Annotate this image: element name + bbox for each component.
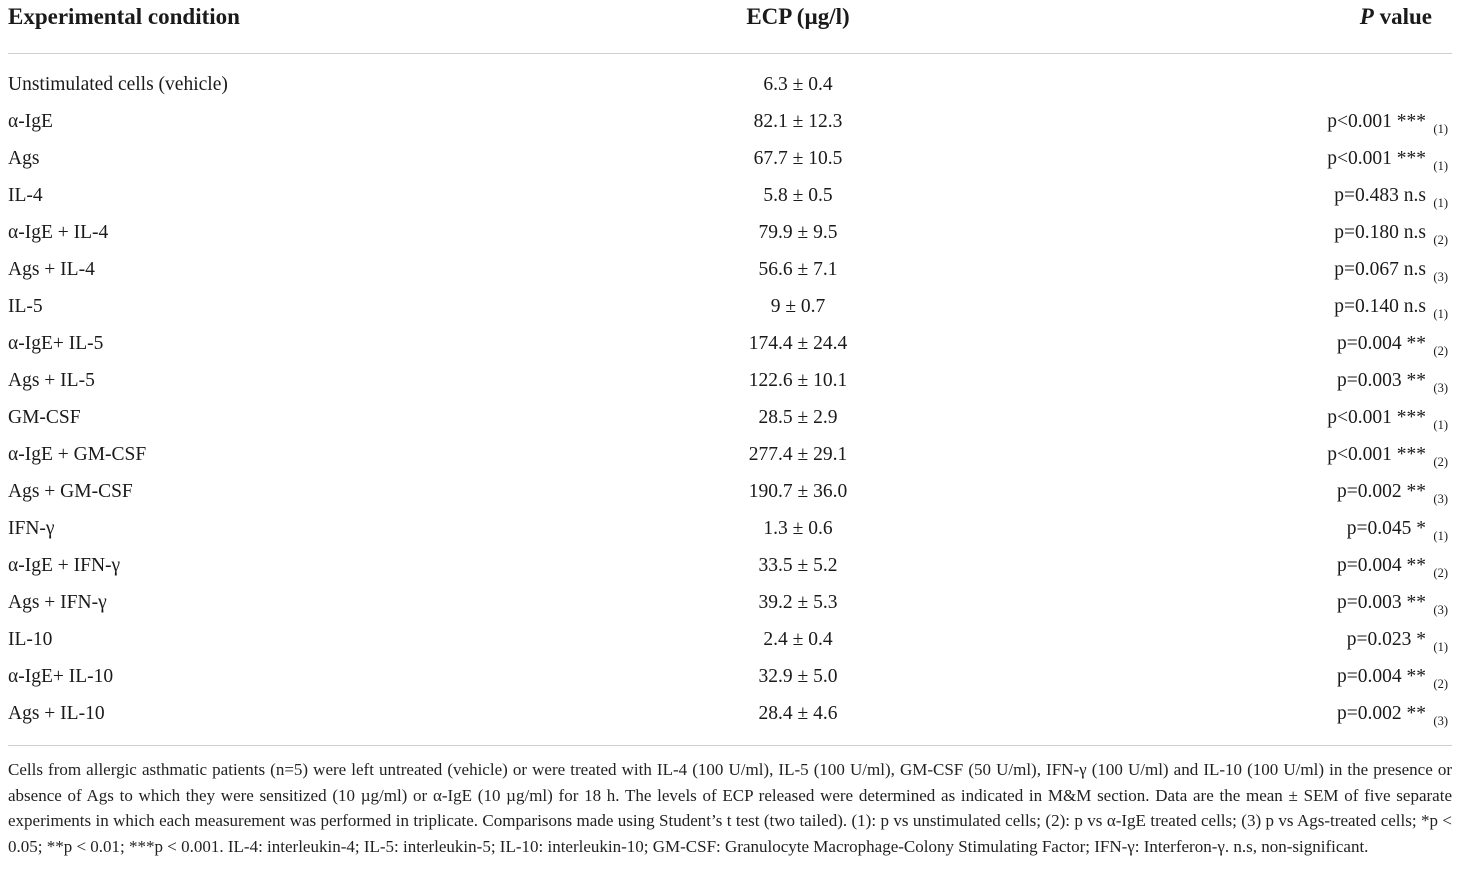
- cell-condition: Ags: [8, 148, 40, 169]
- table-row: [8, 288, 1452, 325]
- header-p-rest: value: [1373, 4, 1432, 29]
- header-ecp: ECP (µg/l): [746, 4, 850, 29]
- cell-condition: IL-10: [8, 629, 53, 650]
- p-value-text: p=0.180 n.s: [1334, 222, 1426, 243]
- cell-condition: α-IgE: [8, 111, 53, 132]
- p-value-text: p<0.001 ***: [1327, 444, 1426, 465]
- cell-condition: α-IgE + IFN-γ: [8, 555, 121, 576]
- table-row: [8, 658, 1452, 695]
- p-value-reference: (3): [1433, 603, 1448, 617]
- header-p-value: [1360, 4, 1432, 30]
- table-header: [8, 0, 1452, 54]
- cell-ecp: 9 ± 0.7: [770, 296, 826, 317]
- table-row: [8, 325, 1452, 362]
- p-value-text: p=0.003 **: [1337, 370, 1426, 391]
- p-value-text: p=0.045 *: [1346, 518, 1426, 539]
- table-row: [8, 436, 1452, 473]
- p-value-text: p=0.067 n.s: [1334, 259, 1426, 280]
- header-p-italic: P: [1359, 4, 1374, 29]
- cell-ecp: 79.9 ± 9.5: [758, 222, 838, 243]
- table-row: [8, 473, 1452, 510]
- table-row: [8, 66, 1452, 103]
- p-value-reference: (1): [1433, 196, 1448, 210]
- table-row: [8, 584, 1452, 621]
- p-value-reference: (2): [1433, 677, 1448, 691]
- p-value-reference: (3): [1433, 381, 1448, 395]
- cell-ecp: 1.3 ± 0.6: [763, 518, 833, 539]
- cell-ecp: 277.4 ± 29.1: [748, 444, 848, 465]
- p-value-reference: (1): [1433, 307, 1448, 321]
- cell-ecp: 32.9 ± 5.0: [758, 666, 838, 687]
- p-value-reference: (1): [1433, 529, 1448, 543]
- table-bottom-rule: [8, 745, 1452, 746]
- p-value-reference: (2): [1433, 233, 1448, 247]
- p-value-text: p<0.001 ***: [1327, 111, 1426, 132]
- p-value-text: p=0.004 **: [1337, 666, 1426, 687]
- p-value-text: p=0.023 *: [1346, 629, 1426, 650]
- cell-ecp: 56.6 ± 7.1: [758, 259, 838, 280]
- cell-condition: IL-5: [8, 296, 43, 317]
- p-value-reference: (2): [1433, 566, 1448, 580]
- p-value-text: p=0.483 n.s: [1334, 185, 1426, 206]
- table-row: [8, 621, 1452, 658]
- p-value-reference: (1): [1433, 640, 1448, 654]
- p-value-text: p=0.004 **: [1337, 555, 1426, 576]
- table-row: [8, 362, 1452, 399]
- cell-condition: α-IgE + IL-4: [8, 222, 109, 243]
- p-value-text: p=0.003 **: [1337, 592, 1426, 613]
- cell-ecp: 39.2 ± 5.3: [758, 592, 838, 613]
- p-value-reference: (1): [1433, 159, 1448, 173]
- cell-condition: IL-4: [8, 185, 43, 206]
- p-value-reference: (2): [1433, 455, 1448, 469]
- p-value-reference: (3): [1433, 270, 1448, 284]
- table-row: [8, 547, 1452, 584]
- data-table: [8, 0, 1452, 54]
- table-row: [8, 103, 1452, 140]
- cell-condition: IFN-γ: [8, 518, 55, 539]
- cell-condition: Unstimulated cells (vehicle): [8, 74, 228, 95]
- p-value-text: p=0.002 **: [1337, 703, 1426, 724]
- p-value-reference: (2): [1433, 344, 1448, 358]
- cell-condition: Ags + IL-5: [8, 370, 95, 391]
- p-value-reference: (1): [1433, 418, 1448, 432]
- table-row: [8, 399, 1452, 436]
- header-experimental-condition: Experimental condition: [8, 4, 240, 29]
- cell-ecp: 28.4 ± 4.6: [758, 703, 838, 724]
- table-row: [8, 510, 1452, 547]
- table-row: [8, 177, 1452, 214]
- table-row: [8, 695, 1452, 732]
- cell-condition: α-IgE+ IL-10: [8, 666, 114, 687]
- cell-ecp: 33.5 ± 5.2: [758, 555, 838, 576]
- cell-condition: Ags + IFN-γ: [8, 592, 107, 613]
- table-row: [8, 214, 1452, 251]
- p-value-text: p<0.001 ***: [1327, 407, 1426, 428]
- table-body: [8, 66, 1452, 732]
- cell-ecp: 174.4 ± 24.4: [748, 333, 848, 354]
- table-footnote: Cells from allergic asthmatic patients (n=5) were left untreated (vehicle) or were treated with IL-4 (100 U/ml), IL-5 (100 U/ml), GM-CSF (50 U/ml), IFN-γ (100 U/ml) and IL-10 (100 U/ml) in the presence or absence of Ags to which they were sensitized (10 µg/ml) or α-IgE (10 µg/ml) for 18 h. The levels of ECP released were determined as indicated in M&M section. Data are the mean ± SEM of five separate experiments in which each measurement was performed in triplicate. Comparisons made using Student’s t test (two tailed). (1): p vs unstimulated cells; (2): p vs α-IgE treated cells; (3) p vs Ags-treated cells; *p < 0.05; **p < 0.01; ***p < 0.001. IL-4: interleukin-4; IL-5: interleukin-5; IL-10: interleukin-10; GM-CSF: Granulocyte Macrophage-Colony Stimulating Factor; IFN-γ: Interferon-γ. n.s, non-significant.: [8, 760, 1452, 856]
- p-value-text: p=0.004 **: [1337, 333, 1426, 354]
- cell-condition: Ags + IL-4: [8, 259, 95, 280]
- cell-ecp: 5.8 ± 0.5: [763, 185, 833, 206]
- cell-condition: α-IgE + GM-CSF: [8, 444, 147, 465]
- cell-ecp: 67.7 ± 10.5: [753, 148, 843, 169]
- cell-ecp: 122.6 ± 10.1: [748, 370, 848, 391]
- cell-ecp: 190.7 ± 36.0: [748, 481, 848, 502]
- cell-ecp: 28.5 ± 2.9: [758, 407, 838, 428]
- cell-condition: Ags + GM-CSF: [8, 481, 133, 502]
- cell-condition: α-IgE+ IL-5: [8, 333, 104, 354]
- table-row: [8, 251, 1452, 288]
- p-value-reference: (3): [1433, 714, 1448, 728]
- p-value-text: p<0.001 ***: [1327, 148, 1426, 169]
- cell-condition: GM-CSF: [8, 407, 81, 428]
- p-value-text: p=0.140 n.s: [1334, 296, 1426, 317]
- p-value-reference: (1): [1433, 122, 1448, 136]
- cell-ecp: 2.4 ± 0.4: [763, 629, 833, 650]
- p-value-text: p=0.002 **: [1337, 481, 1426, 502]
- cell-ecp: 82.1 ± 12.3: [753, 111, 843, 132]
- cell-condition: Ags + IL-10: [8, 703, 105, 724]
- p-value-reference: (3): [1433, 492, 1448, 506]
- cell-ecp: 6.3 ± 0.4: [763, 74, 833, 95]
- table-row: [8, 140, 1452, 177]
